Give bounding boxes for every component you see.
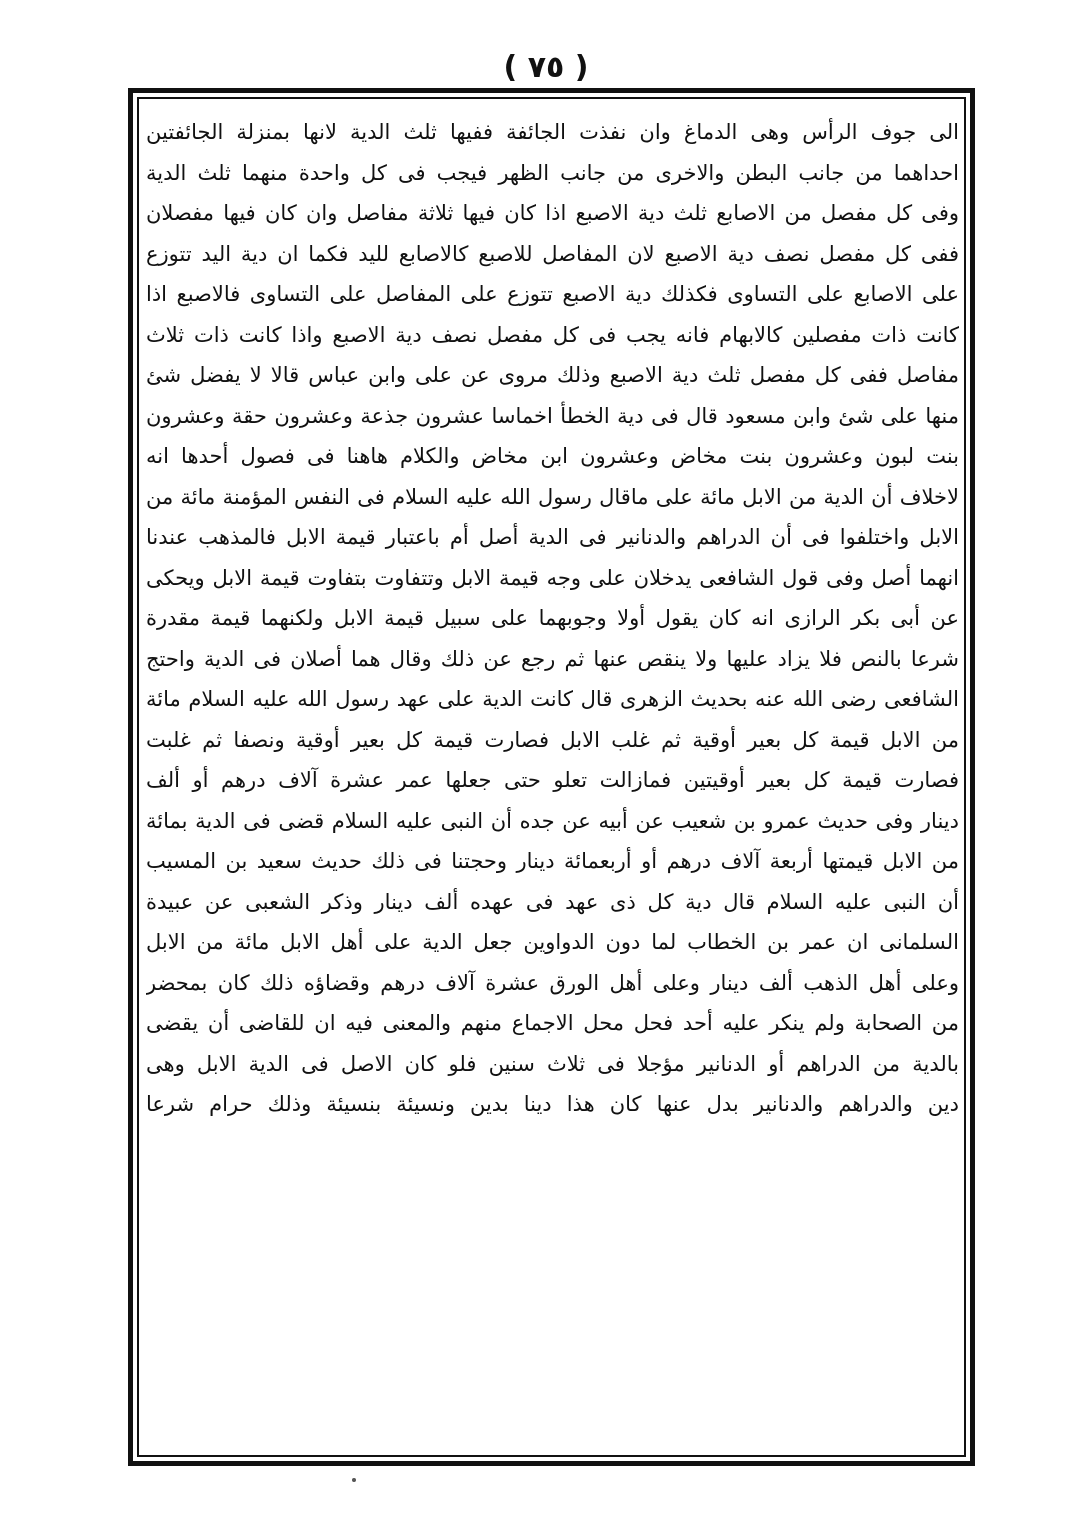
text-line: الى جوف الرأس وهى الدماغ وان نفذت الجائفة ففيها ثلث الدية لانها بمنزلة الجائفتين [146, 120, 959, 144]
text-line: بالدية من الدراهم أو الدنانير مؤجلا فى ثلاث سنين فلو كان الاصل فى الدية الابل وهى [146, 1051, 959, 1076]
text-line: السلمانى ان عمر بن الخطاب لما دون الدواوين جعل الدية على أهل الابل مائة من الابل [146, 930, 959, 954]
stray-ink-mark [352, 1478, 356, 1482]
text-line: من الابل قيمتها أربعة آلاف درهم أو أربعمائة دينار وحجتنا فى ذلك حديث سعيد بن المسيب [146, 849, 959, 873]
text-line: وفى كل مفصل من الاصابع ثلث دية الاصبع اذا كان فيها ثلاثة مفاصل وان كان فيها مفصلان [146, 201, 959, 225]
body-text [146, 112, 959, 1452]
text-line: انهما أصل وفى قول الشافعى يدخلان على وجه قيمة الابل وتتفاوت بتفاوت قيمة الابل ويحكى [146, 565, 959, 590]
text-line: عن أبى بكر الرازى انه كان يقول أولا وجوبهما على سبيل قيمة الابل ولكنهما قيمة مقدرة [146, 606, 959, 630]
page-number: ( ٧٥ ) [503, 50, 589, 85]
text-line: ففى كل مفصل نصف دية الاصبع لان المفاصل للاصبع كالاصابع لليد فكما ان دية اليد تتوزع [146, 241, 959, 266]
text-line: منها على شئ وابن مسعود قال فى دية الخطأ اخماسا عشرون جذعة وعشرون حقة وعشرون [146, 403, 959, 428]
text-line: فصارت قيمة كل بعير أوقيتين فمازالت تعلو حتى جعلها عمر عشرة آلاف درهم أو ألف [146, 768, 959, 792]
text-line: وعلى أهل الذهب ألف دينار وعلى أهل الورق عشرة آلاف درهم وقضاؤه ذلك كان بمحضر [146, 970, 959, 995]
text-line: من الابل قيمة كل بعير أوقية ثم غلب الابل فصارت قيمة كل بعير أوقية ونصفا ثم غلبت [146, 727, 959, 752]
text-line: على الاصابع على التساوى فكذلك دية الاصبع تتوزع على المفاصل على التساوى فالاصبع اذا [146, 282, 959, 306]
text-line: أن النبى عليه السلام قال دية كل ذى عهد فى عهده ألف دينار وذكر الشعبى عن عبيدة [146, 889, 959, 914]
text-line: بنت لبون وعشرون بنت مخاض وعشرون ابن مخاض والكلام هاهنا فى فصول أحدها انه [146, 444, 959, 468]
text-line: لاخلاف أن الدية من الابل مائة على ماقال رسول الله عليه السلام فى النفس المؤمنة مائة من [146, 484, 959, 509]
text-line: احداهما من جانب البطن والاخرى من جانب الظهر فيجب فى كل واحدة منهما ثلث الدية [146, 160, 959, 185]
text-line: كانت ذات مفصلين كالابهام فانه يجب فى كل مفصل نصف دية الاصبع واذا كانت ذات ثلاث [146, 322, 959, 347]
text-line: شرعا بالنص فلا يزاد عليها ولا ينقص عنها ثم رجع عن ذلك وقال هما أصلان فى الدية واحتج [146, 646, 959, 671]
text-line: الشافعى رضى الله عنه بحديث الزهرى قال كانت الدية على عهد رسول الله عليه السلام مائة [146, 687, 959, 711]
text-line: الابل واختلفوا فى أن الدراهم والدنانير فى الدية أصل أم باعتبار قيمة الابل فالمذهب عندنا [146, 525, 959, 549]
text-line: دينار وفى حديث عمرو بن شعيب عن أبيه عن جده أن النبى عليه السلام قضى فى الدية بمائة [146, 808, 959, 833]
text-line: مفاصل ففى كل مفصل ثلث دية الاصبع وذلك مروى عن على وابن عباس قالا لا يفضل شئ [146, 363, 959, 387]
text-line: من الصحابة ولم ينكر عليه أحد فحل محل الاجماع منهم والمعنى فيه ان للقاضى أن يقضى [146, 1011, 959, 1035]
text-line: دين والدراهم والدنانير بدل عنها كان هذا دينا بدين ونسيئة بنسيئة وذلك حرام شرعا [146, 1092, 959, 1116]
